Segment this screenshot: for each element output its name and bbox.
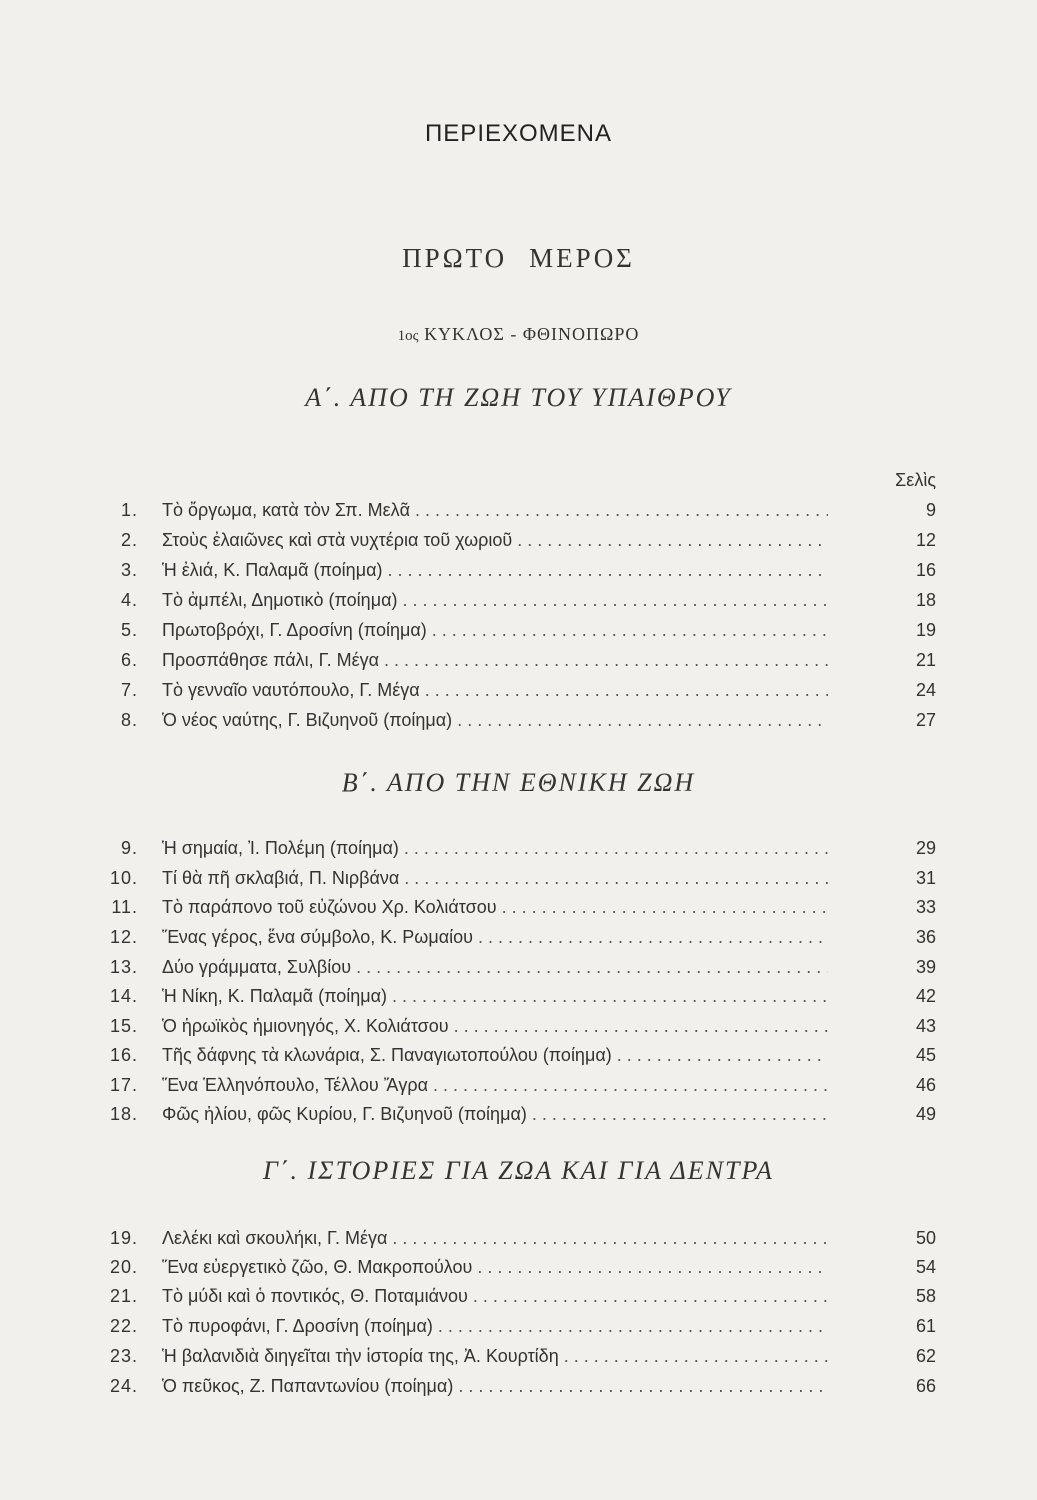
entry-page: 16 bbox=[915, 560, 936, 580]
entry-number: 13. bbox=[109, 957, 138, 977]
entry-number: 20. bbox=[109, 1257, 138, 1277]
part-heading bbox=[0, 243, 1037, 274]
toc-entry[interactable] bbox=[0, 1316, 1037, 1344]
entry-page: 18 bbox=[915, 590, 936, 610]
entry-title: Τὸ παράπονο τοῦ εὐζώνου Χρ. Κολιάτσου . . . bbox=[162, 897, 828, 918]
entry-title: Δύο γράμματα, Συλβίου . . . bbox=[162, 957, 828, 978]
entry-number: 22. bbox=[109, 1316, 138, 1336]
entry-page: 19 bbox=[915, 620, 936, 640]
toc-entry[interactable] bbox=[0, 650, 1037, 678]
entry-title: Στοὺς ἐλαιῶνες καὶ στὰ νυχτέρια τοῦ χωριοῦ . . . bbox=[162, 530, 828, 551]
toc-entry[interactable] bbox=[0, 868, 1037, 896]
entry-page: 36 bbox=[915, 927, 936, 947]
entry-number: 24. bbox=[109, 1376, 138, 1396]
entry-title: Φῶς ἡλίου, φῶς Κυρίου, Γ. Βιζυηνοῦ (ποίημα) . . . bbox=[162, 1104, 828, 1125]
entry-number: 1. bbox=[120, 500, 138, 520]
entry-title: Τῆς δάφνης τὰ κλωνάρια, Σ. Παναγιωτοπούλου (ποίημα) . . . bbox=[162, 1045, 828, 1066]
entry-number: 7. bbox=[120, 680, 138, 700]
entry-page: 12 bbox=[915, 530, 936, 550]
entry-number: 18. bbox=[109, 1104, 138, 1124]
entry-page: 61 bbox=[915, 1316, 936, 1336]
toc-entry[interactable] bbox=[0, 1346, 1037, 1374]
entry-page: 54 bbox=[915, 1257, 936, 1277]
entry-number: 12. bbox=[109, 927, 138, 947]
entry-title: Τὸ μύδι καὶ ὁ ποντικός, Θ. Ποταμιάνου . . . bbox=[162, 1286, 828, 1307]
entry-page: 58 bbox=[915, 1286, 936, 1306]
entry-title: Ἕνας γέρος, ἕνα σύμβολο, Κ. Ρωμαίου . . . bbox=[162, 927, 828, 948]
toc-entry[interactable] bbox=[0, 1286, 1037, 1314]
entry-number: 17. bbox=[109, 1075, 138, 1095]
toc-entry[interactable] bbox=[0, 927, 1037, 955]
entry-page: 31 bbox=[915, 868, 936, 888]
cycle-name: ΚΥΚΛΟΣ - ΦΘΙΝΟΠΩΡΟ bbox=[424, 324, 640, 344]
toc-entry[interactable] bbox=[0, 1104, 1037, 1132]
entry-title: Τί θὰ πῆ σκλαβιά, Π. Νιρβάνα . . . bbox=[162, 868, 828, 889]
toc-entry[interactable] bbox=[0, 1045, 1037, 1073]
toc-entry[interactable] bbox=[0, 838, 1037, 866]
toc-entry[interactable] bbox=[0, 560, 1037, 588]
entry-page: 24 bbox=[915, 680, 936, 700]
entry-number: 9. bbox=[120, 838, 138, 858]
entry-number: 5. bbox=[120, 620, 138, 640]
entry-title: Τὸ πυροφάνι, Γ. Δροσίνη (ποίημα) . . . bbox=[162, 1316, 828, 1337]
toc-entry[interactable] bbox=[0, 620, 1037, 648]
entry-title: Πρωτοβρόχι, Γ. Δροσίνη (ποίημα) . . . bbox=[162, 620, 828, 641]
toc-entry[interactable] bbox=[0, 1376, 1037, 1404]
entry-number: 15. bbox=[109, 1016, 138, 1036]
entry-title: Ἕνα Ἑλληνόπουλο, Τέλλου Ἄγρα . . . bbox=[162, 1075, 828, 1096]
entry-title: Ἡ Νίκη, Κ. Παλαμᾶ (ποίημα) . . . bbox=[162, 986, 828, 1007]
entry-title: Ἕνα εὐεργετικὸ ζῶο, Θ. Μακροπούλου . . . bbox=[162, 1257, 828, 1278]
entry-number: 16. bbox=[109, 1045, 138, 1065]
entry-page: 50 bbox=[915, 1228, 936, 1248]
page-column-label: Σελὶς bbox=[895, 470, 936, 490]
entry-page: 49 bbox=[915, 1104, 936, 1124]
part-heading-word-2: ΜΕΡΟΣ bbox=[529, 243, 635, 273]
entry-page: 27 bbox=[915, 710, 936, 730]
toc-entry[interactable] bbox=[0, 1016, 1037, 1044]
entry-number: 23. bbox=[109, 1346, 138, 1366]
entry-number: 19. bbox=[109, 1228, 138, 1248]
entry-number: 6. bbox=[120, 650, 138, 670]
entry-title: Ὁ πεῦκος, Ζ. Παπαντωνίου (ποίημα) . . . bbox=[162, 1376, 828, 1397]
toc-entry[interactable] bbox=[0, 897, 1037, 925]
entry-page: 43 bbox=[915, 1016, 936, 1036]
entry-title: Ὁ νέος ναύτης, Γ. Βιζυηνοῦ (ποίημα) . . . bbox=[162, 710, 828, 731]
section-heading-a: Α΄. ΑΠΟ ΤΗ ΖΩΗ ΤΟΥ ΥΠΑΙΘΡΟΥ bbox=[305, 383, 732, 412]
entry-title: Ὁ ἡρωϊκὸς ἡμιονηγός, Χ. Κολιάτσου . . . bbox=[162, 1016, 828, 1037]
toc-entry[interactable] bbox=[0, 1228, 1037, 1256]
entry-page: 29 bbox=[915, 838, 936, 858]
entry-title: Τὸ ὄργωμα, κατὰ τὸν Σπ. Μελᾶ . . . bbox=[162, 500, 828, 521]
toc-entry[interactable] bbox=[0, 590, 1037, 618]
toc-entry[interactable] bbox=[0, 710, 1037, 738]
entry-page: 39 bbox=[915, 957, 936, 977]
entry-title: Ἡ ἐλιά, Κ. Παλαμᾶ (ποίημα) . . . bbox=[162, 560, 828, 581]
cycle-heading bbox=[0, 324, 1037, 345]
section-heading-b: Β΄. ΑΠΟ ΤΗΝ ΕΘΝΙΚΗ ΖΩΗ bbox=[341, 768, 696, 797]
entry-number: 14. bbox=[109, 986, 138, 1006]
toc-entry[interactable] bbox=[0, 680, 1037, 708]
entry-page: 62 bbox=[915, 1346, 936, 1366]
entry-page: 45 bbox=[915, 1045, 936, 1065]
entry-page: 9 bbox=[925, 500, 936, 520]
entry-title: Προσπάθησε πάλι, Γ. Μέγα . . . bbox=[162, 650, 828, 671]
section-heading-c: Γ΄. ΙΣΤΟΡΙΕΣ ΓΙΑ ΖΩΑ ΚΑΙ ΓΙΑ ΔΕΝΤΡΑ bbox=[263, 1156, 774, 1185]
entry-page: 46 bbox=[915, 1075, 936, 1095]
part-heading-word-1: ΠΡΩΤΟ bbox=[402, 243, 508, 273]
entry-title: Τὸ ἀμπέλι, Δημοτικὸ (ποίημα) . . . bbox=[162, 590, 828, 611]
toc-entry[interactable] bbox=[0, 530, 1037, 558]
toc-entry[interactable] bbox=[0, 986, 1037, 1014]
toc-entry[interactable] bbox=[0, 500, 1037, 528]
toc-entry[interactable] bbox=[0, 1075, 1037, 1103]
entry-number: 10. bbox=[109, 868, 138, 888]
toc-entry[interactable] bbox=[0, 957, 1037, 985]
entry-number: 3. bbox=[120, 560, 138, 580]
entry-title: Ἡ βαλανιδιὰ διηγεῖται τὴν ἱστορία της, Ἀ. Κουρτίδη . . . bbox=[162, 1346, 828, 1367]
entry-page: 42 bbox=[915, 986, 936, 1006]
entry-page: 66 bbox=[915, 1376, 936, 1396]
page-title: ΠΕΡΙΕΧΟΜΕΝΑ bbox=[424, 120, 613, 147]
entry-number: 21. bbox=[109, 1286, 138, 1306]
entry-number: 2. bbox=[120, 530, 138, 550]
entry-title: Τὸ γενναῖο ναυτόπουλο, Γ. Μέγα . . . bbox=[162, 680, 828, 701]
entry-title: Ἡ σημαία, Ἰ. Πολέμη (ποίημα) . . . bbox=[162, 838, 828, 859]
entry-number: 4. bbox=[120, 590, 138, 610]
entry-title: Λελέκι καὶ σκουλήκι, Γ. Μέγα . . . bbox=[162, 1228, 828, 1249]
toc-entry[interactable] bbox=[0, 1257, 1037, 1285]
entry-number: 11. bbox=[111, 897, 138, 917]
entry-page: 33 bbox=[915, 897, 936, 917]
cycle-ordinal: 1ος bbox=[397, 328, 419, 344]
entry-number: 8. bbox=[120, 710, 138, 730]
entry-page: 21 bbox=[915, 650, 936, 670]
